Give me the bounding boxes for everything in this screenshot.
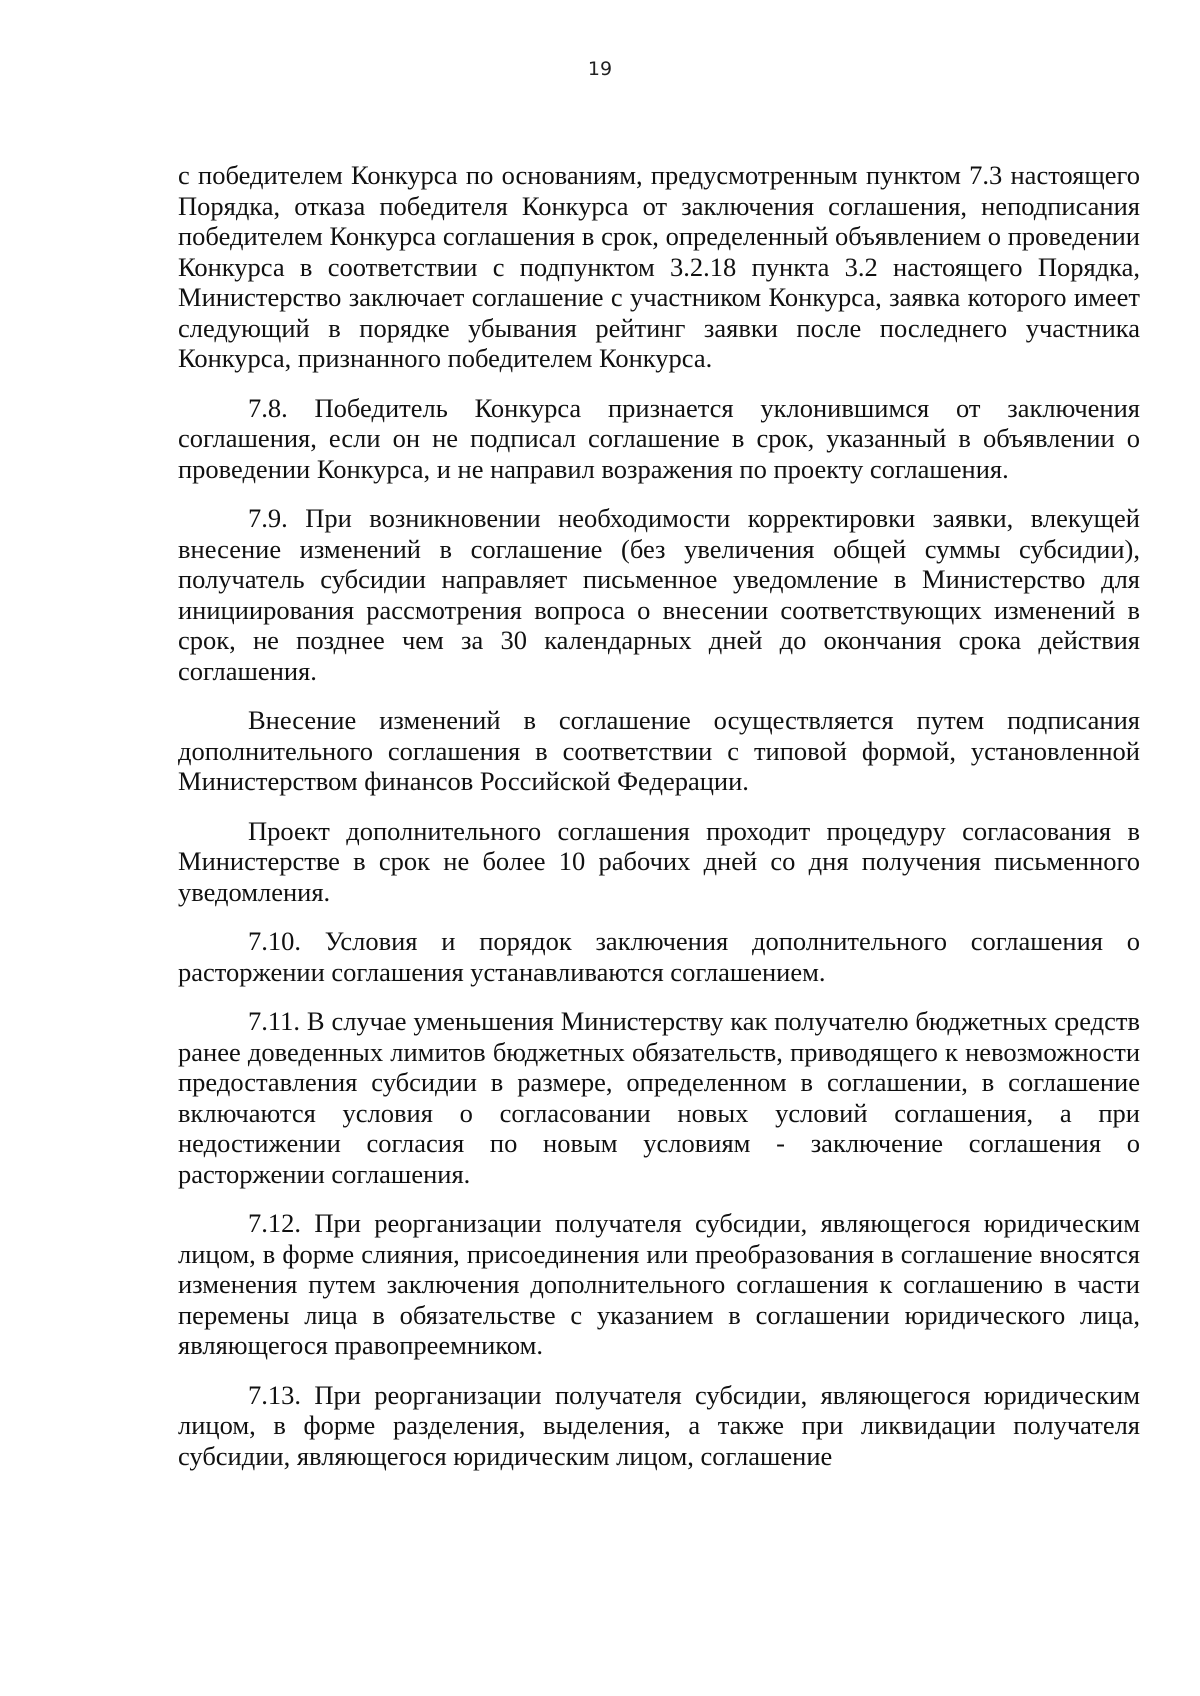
paragraph-7-11: 7.11. В случае уменьшения Министерству как получателю бюджетных средств ранее доведенных лимитов бюджетных обязательств, приводящего к невозможности предоставления субсидии в размере, определенном в соглашении, в соглашение включаются условия о согласовании новых условий соглашения, а при недостижении согласия по новым условиям - заключение соглашения о расторжении соглашения. [178,1006,1140,1189]
paragraph-7-12: 7.12. При реорганизации получателя субсидии, являющегося юридическим лицом, в форме слияния, присоединения или преобразования в соглашение вносятся изменения путем заключения дополнительного соглашения к соглашению в части перемены лица в обязательстве с указанием в соглашении юридического лица, являющегося правопреемником. [178,1208,1140,1360]
document-body [178,160,1140,1490]
paragraph-amendment-approval: Проект дополнительного соглашения проходит процедуру согласования в Министерстве в срок не более 10 рабочих дней со дня получения письменного уведомления. [178,815,1140,907]
paragraph-amendment-procedure: Внесение изменений в соглашение осуществляется путем подписания дополнительного соглашения в соответствии с типовой формой, установленной Министерством финансов Российской Федерации. [178,705,1140,796]
paragraph-7-13: 7.13. При реорганизации получателя субсидии, являющегося юридическим лицом, в форме разделения, выделения, а также при ликвидации получателя субсидии, являющегося юридическим лицом, соглашение [178,1379,1140,1471]
page-number: 19 [587,58,613,80]
paragraph-7-9: 7.9. При возникновении необходимости корректировки заявки, влекущей внесение изменений в соглашение (без увеличения общей суммы субсидии), получатель субсидии направляет письменное уведомление в Министерство для инициирования рассмотрения вопроса о внесении соответствующих изменений в срок, не позднее чем за 30 календарных дней до окончания срока действия соглашения. [178,503,1140,686]
paragraph-continuation: с победителем Конкурса по основаниям, предусмотренным пунктом 7.3 настоящего Порядка, отказа победителя Конкурса от заключения соглашения, неподписания победителем Конкурса соглашения в срок, определенный объявлением о проведении Конкурса в соответствии с подпунктом 3.2.18 пункта 3.2 настоящего Порядка, Министерство заключает соглашение с участником Конкурса, заявка которого имеет следующий в порядке убывания рейтинг заявки после последнего участника Конкурса, признанного победителем Конкурса. [178,160,1140,373]
paragraph-7-8: 7.8. Победитель Конкурса признается уклонившимся от заключения соглашения, если он не подписал соглашение в срок, указанный в объявлении о проведении Конкурса, и не направил возражения по проекту соглашения. [178,392,1140,484]
paragraph-7-10: 7.10. Условия и порядок заключения дополнительного соглашения о расторжении соглашения устанавливаются соглашением. [178,926,1140,987]
